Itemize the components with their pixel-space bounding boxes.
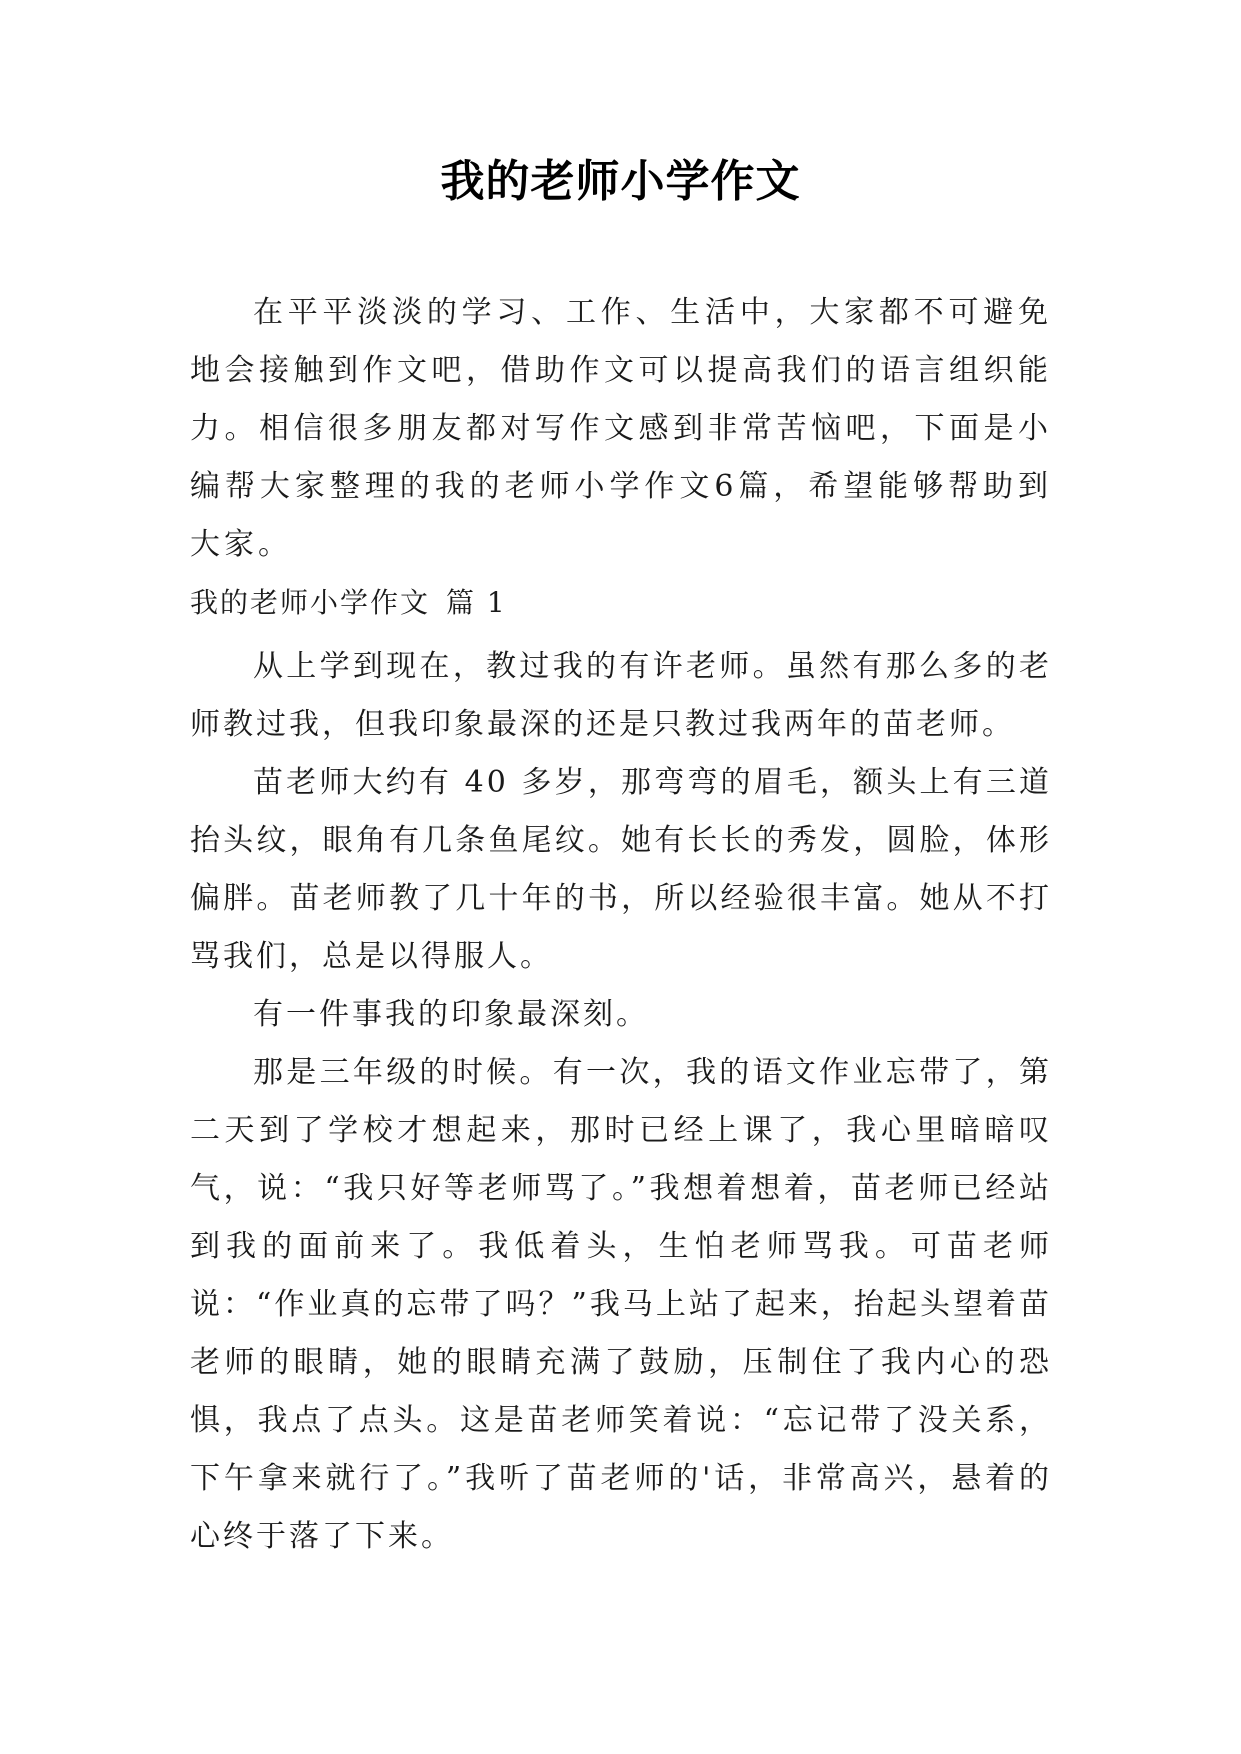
essay-paragraph: 从上学到现在，教过我的有许老师。虽然有那么多的老师教过我，但我印象最深的还是只教过我两年的苗老师。 [190,649,1052,742]
essay-body [190,638,1052,1566]
document-title: 我的老师小学作文 [440,156,801,207]
intro-paragraph: 在平平淡淡的学习、工作、生活中，大家都不可避免地会接触到作文吧，借助作文可以提高我们的语言组织能力。相信很多朋友都对写作文感到非常苦恼吧，下面是小编帮大家整理的我的老师小学作文6篇，希望能够帮助到大家。 [190,295,1052,562]
section-heading [190,583,507,623]
section-heading-title: 我的老师小学作文 [190,586,431,619]
essay-paragraph: 有一件事我的印象最深刻。 [253,997,649,1032]
section-heading-number: 篇 1 [446,586,507,619]
essay-paragraph: 那是三年级的时候。有一次，我的语文作业忘带了，第二天到了学校才想起来，那时已经上课了，我心里暗暗叹气，说：“我只好等老师骂了。”我想着想着，苗老师已经站到我的面前来了。我低着头，生怕老师骂我。可苗老师说：“作业真的忘带了吗？”我马上站了起来，抬起头望着苗老师的眼睛，她的眼睛充满了鼓励，压制住了我内心的恐惧，我点了点头。这是苗老师笑着说：“忘记带了没关系，下午拿来就行了。”我听了苗老师的'话，非常高兴，悬着的心终于落了下来。 [190,1055,1052,1554]
essay-paragraph: 苗老师大约有 40 多岁，那弯弯的眉毛，额头上有三道抬头纹，眼角有几条鱼尾纹。她有长长的秀发，圆脸，体形偏胖。苗老师教了几十年的书，所以经验很丰富。她从不打骂我们，总是以得服人。 [190,765,1052,974]
